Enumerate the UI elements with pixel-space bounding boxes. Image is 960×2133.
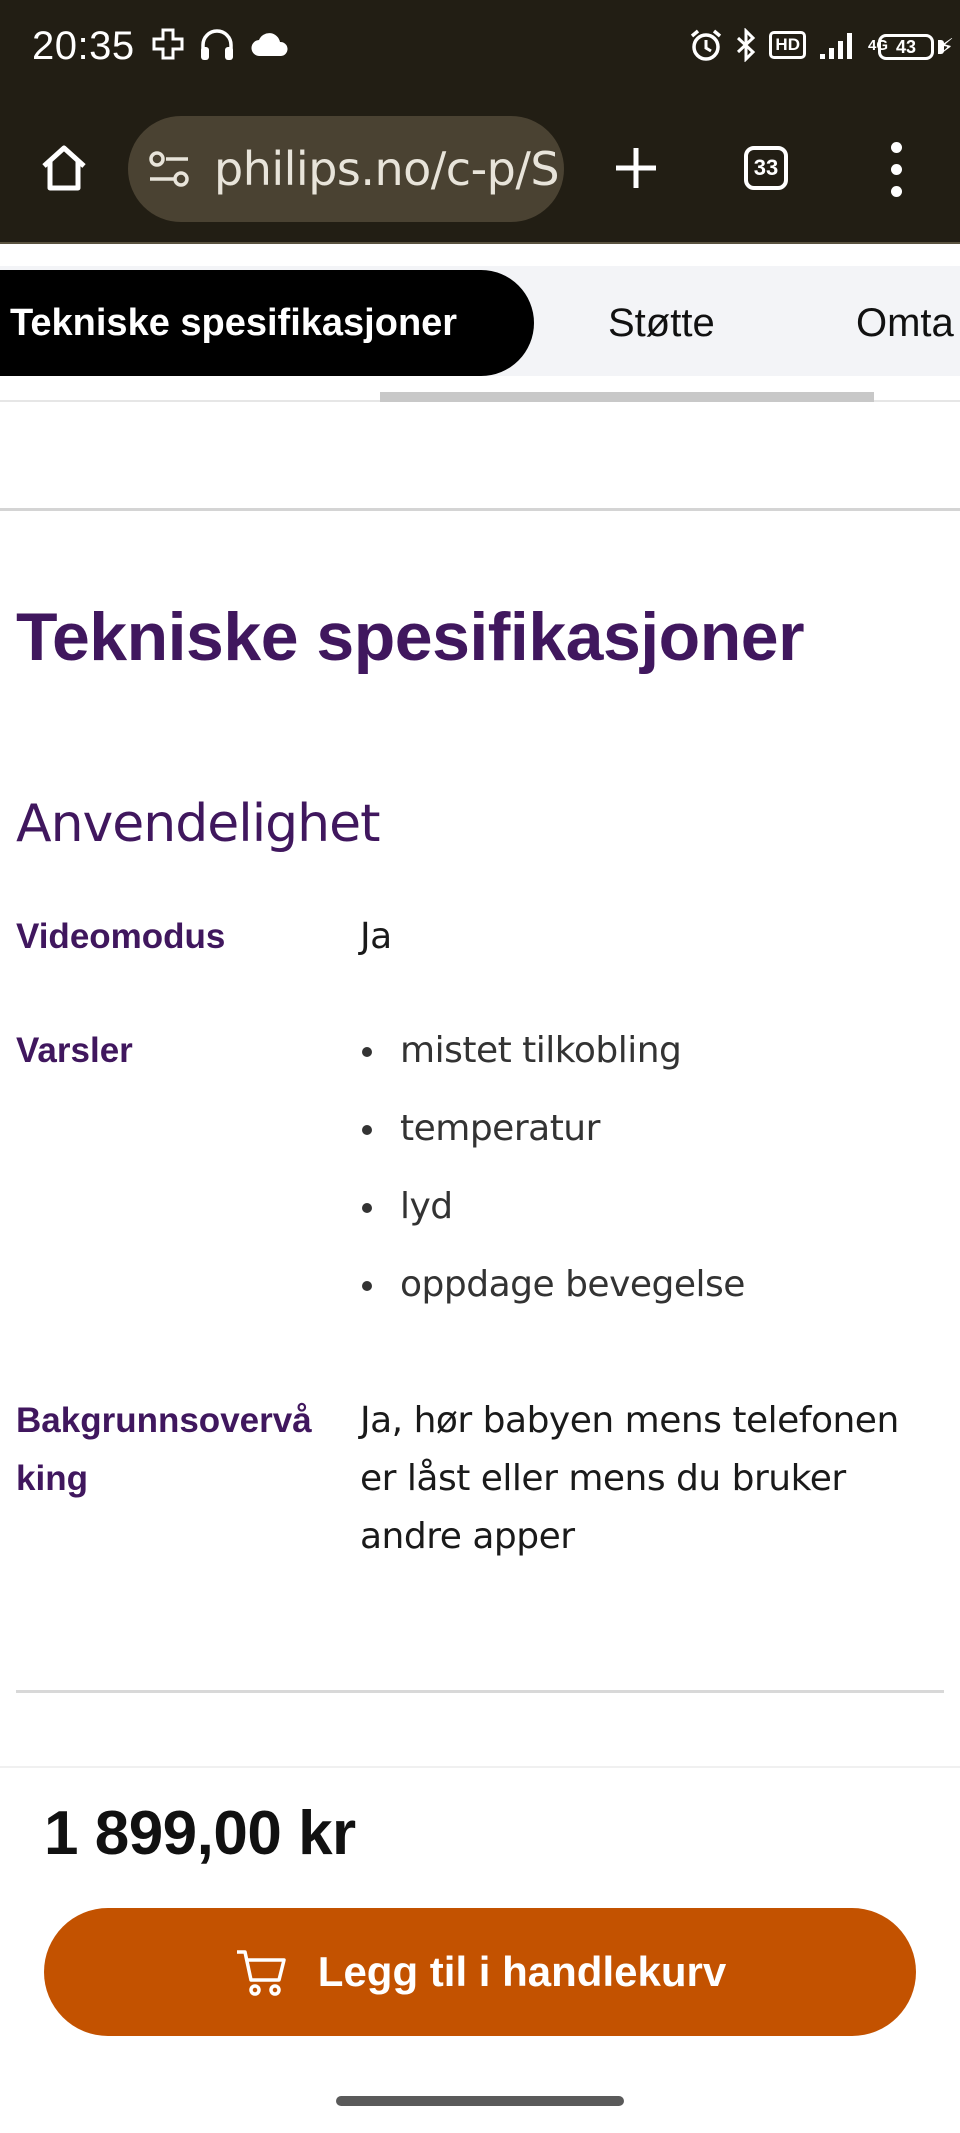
status-time: 20:35: [32, 24, 135, 68]
list-item: mistet tilkobling: [360, 1022, 930, 1100]
status-icons-right: [689, 28, 888, 62]
headphones-icon: [198, 26, 236, 62]
list-item: lyd: [360, 1178, 930, 1256]
new-tab-icon[interactable]: [608, 140, 664, 196]
status-icons-left: [152, 26, 290, 62]
content-divider: [16, 1690, 944, 1693]
tab-reviews[interactable]: Omta: [856, 301, 954, 345]
browser-toolbar: [0, 100, 960, 244]
charging-bolt-icon: ⚡: [938, 34, 954, 59]
bluetooth-icon: [735, 28, 757, 62]
alerts-list: [360, 1022, 930, 1334]
gesture-home-indicator[interactable]: [336, 2096, 624, 2106]
spec-label-background-monitoring: [16, 1392, 326, 1508]
spec-label-alerts: Varsler: [16, 1031, 133, 1070]
buy-bar-border: [0, 1766, 960, 1768]
alarm-icon: [689, 28, 723, 62]
signal-icon: [818, 30, 856, 60]
url-text[interactable]: philips.no/c-p/S: [214, 142, 560, 196]
plus-cross-icon: [152, 28, 184, 60]
tab-support[interactable]: Støtte: [608, 301, 715, 345]
hd-icon: HD: [769, 31, 806, 59]
spec-label-video-mode: Videomodus: [16, 917, 226, 956]
tab-technical-specs[interactable]: Tekniske spesifikasjoner: [0, 270, 534, 376]
cloud-icon: [250, 30, 290, 58]
tab-nav-scrollbar[interactable]: [380, 392, 874, 402]
battery-indicator: 43: [878, 34, 934, 60]
spec-label-line: Bakgrunnsovervå: [16, 1401, 312, 1440]
network-4g-icon: 4G: [867, 36, 888, 54]
site-settings-icon[interactable]: [148, 150, 192, 188]
spec-label-line: king: [16, 1459, 88, 1498]
section-tab-nav: [0, 266, 960, 376]
overflow-menu-icon[interactable]: [884, 142, 908, 202]
tab-switcher-button[interactable]: 33: [744, 146, 788, 190]
shopping-cart-icon: [234, 1944, 290, 2000]
product-price: 1 899,00 kr: [44, 1799, 356, 1868]
add-to-cart-label: Legg til i handlekurv: [317, 1948, 727, 1995]
home-icon[interactable]: [36, 140, 92, 196]
list-item: oppdage bevegelse: [360, 1256, 930, 1334]
spec-value-video-mode: Ja: [360, 916, 392, 957]
section-divider: [0, 508, 960, 511]
page-title: Tekniske spesifikasjoner: [16, 599, 805, 675]
add-to-cart-button[interactable]: [44, 1908, 916, 2036]
spec-value-alerts: [360, 1022, 930, 1334]
section-title: Anvendelighet: [16, 794, 380, 854]
list-item: temperatur: [360, 1100, 930, 1178]
url-bar[interactable]: [128, 116, 564, 222]
status-bar: [0, 0, 960, 100]
spec-value-background-monitoring: Ja, hør babyen mens telefonen er låst eller mens du bruker andre apper: [360, 1400, 899, 1557]
